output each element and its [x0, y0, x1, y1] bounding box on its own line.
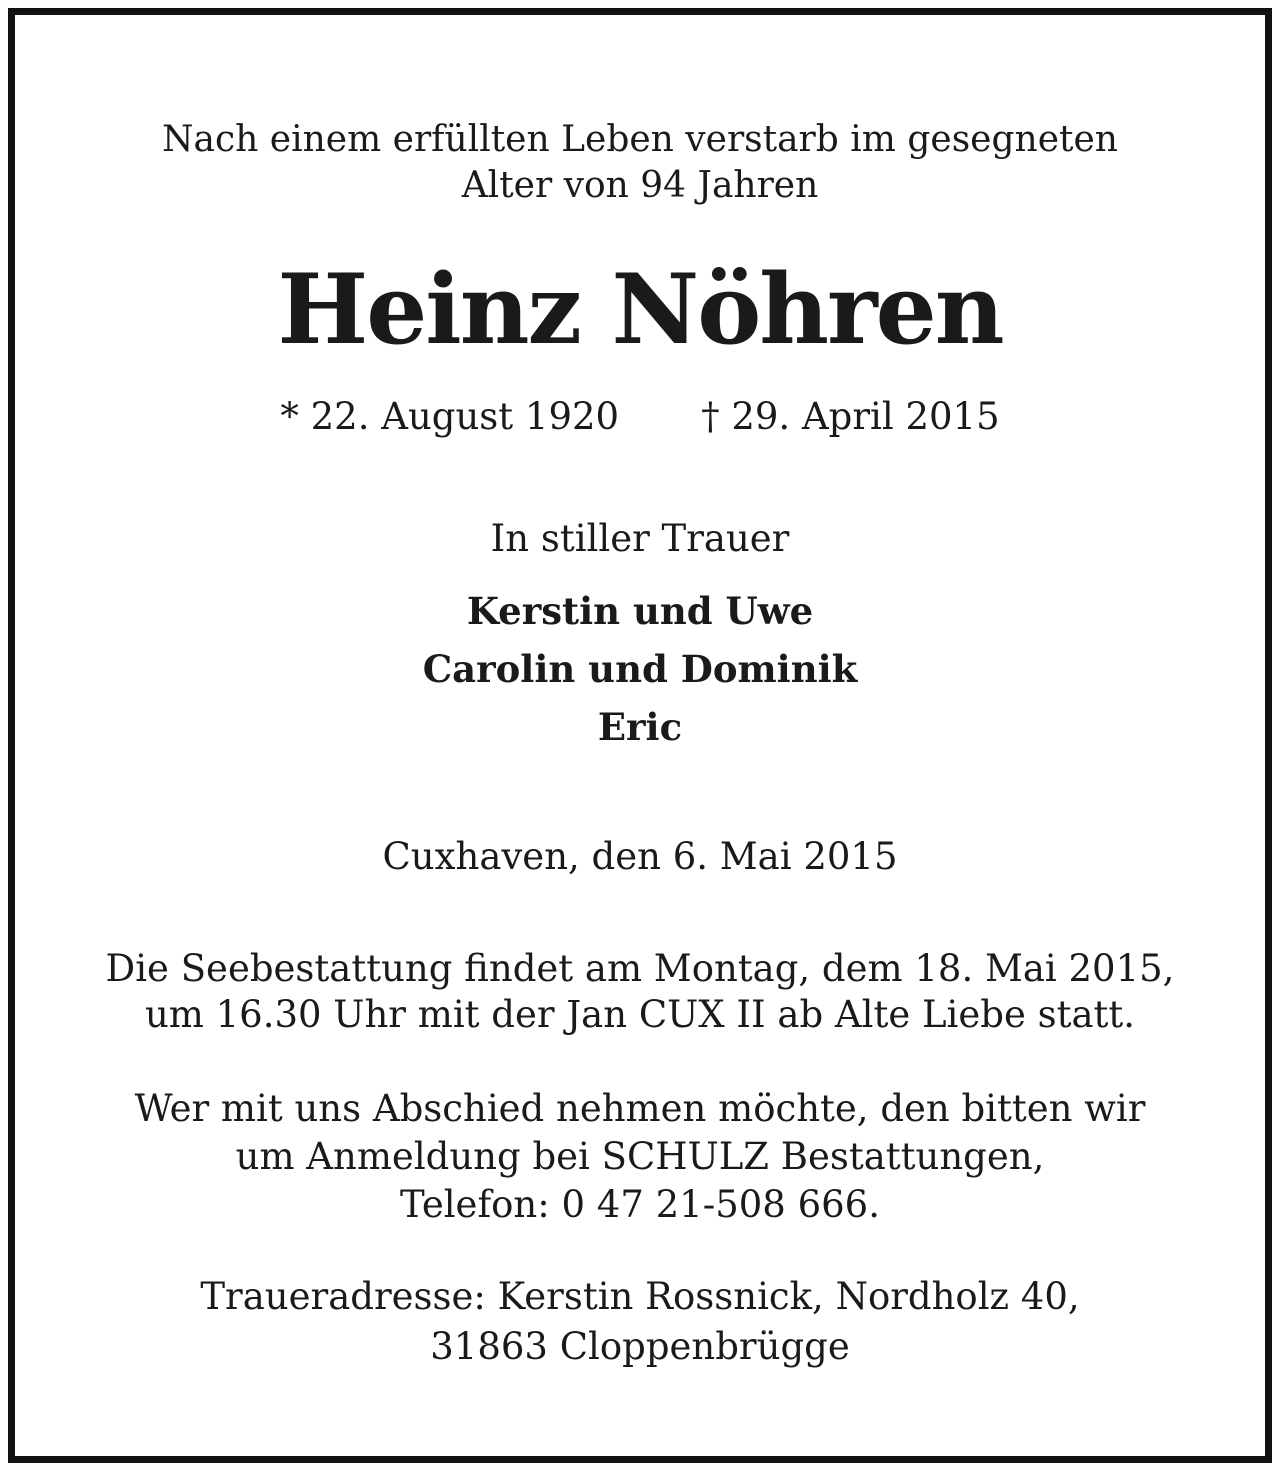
place-date: Cuxhaven, den 6. Mai 2015 — [382, 835, 898, 878]
address-line: 31863 Cloppenbrügge — [430, 1325, 850, 1368]
obituary-frame — [8, 8, 1272, 1463]
family-member: Carolin und Dominik — [422, 647, 858, 691]
farewell-line: Wer mit uns Abschied nehmen möchte, den bitten wir — [134, 1087, 1146, 1130]
intro-line: Alter von 94 Jahren — [461, 165, 819, 206]
life-dates — [15, 393, 1265, 441]
burial-line: Die Seebestattung findet am Montag, dem 18. Mai 2015, — [105, 947, 1175, 990]
address-line: Traueradresse: Kerstin Rossnick, Nordholz 40, — [200, 1275, 1080, 1318]
deceased-name: Heinz Nöhren — [277, 253, 1003, 366]
burial-info — [15, 946, 1265, 1038]
mourning-address — [15, 1272, 1265, 1372]
mourning-heading: In stiller Trauer — [490, 517, 790, 560]
burial-line: um 16.30 Uhr mit der Jan CUX II ab Alte Liebe statt. — [144, 993, 1136, 1036]
family-member: Eric — [597, 705, 683, 749]
death-date: † 29. April 2015 — [701, 395, 1000, 438]
farewell-info — [15, 1085, 1265, 1229]
intro-text — [15, 117, 1265, 209]
birth-date: * 22. August 1920 — [280, 395, 620, 438]
family-list — [15, 582, 1265, 756]
intro-line: Nach einem erfüllten Leben verstarb im gesegneten — [162, 119, 1118, 160]
farewell-line: um Anmeldung bei SCHULZ Bestattungen, — [235, 1135, 1045, 1178]
farewell-line: Telefon: 0 47 21-508 666. — [400, 1183, 880, 1226]
family-member: Kerstin und Uwe — [466, 589, 814, 633]
